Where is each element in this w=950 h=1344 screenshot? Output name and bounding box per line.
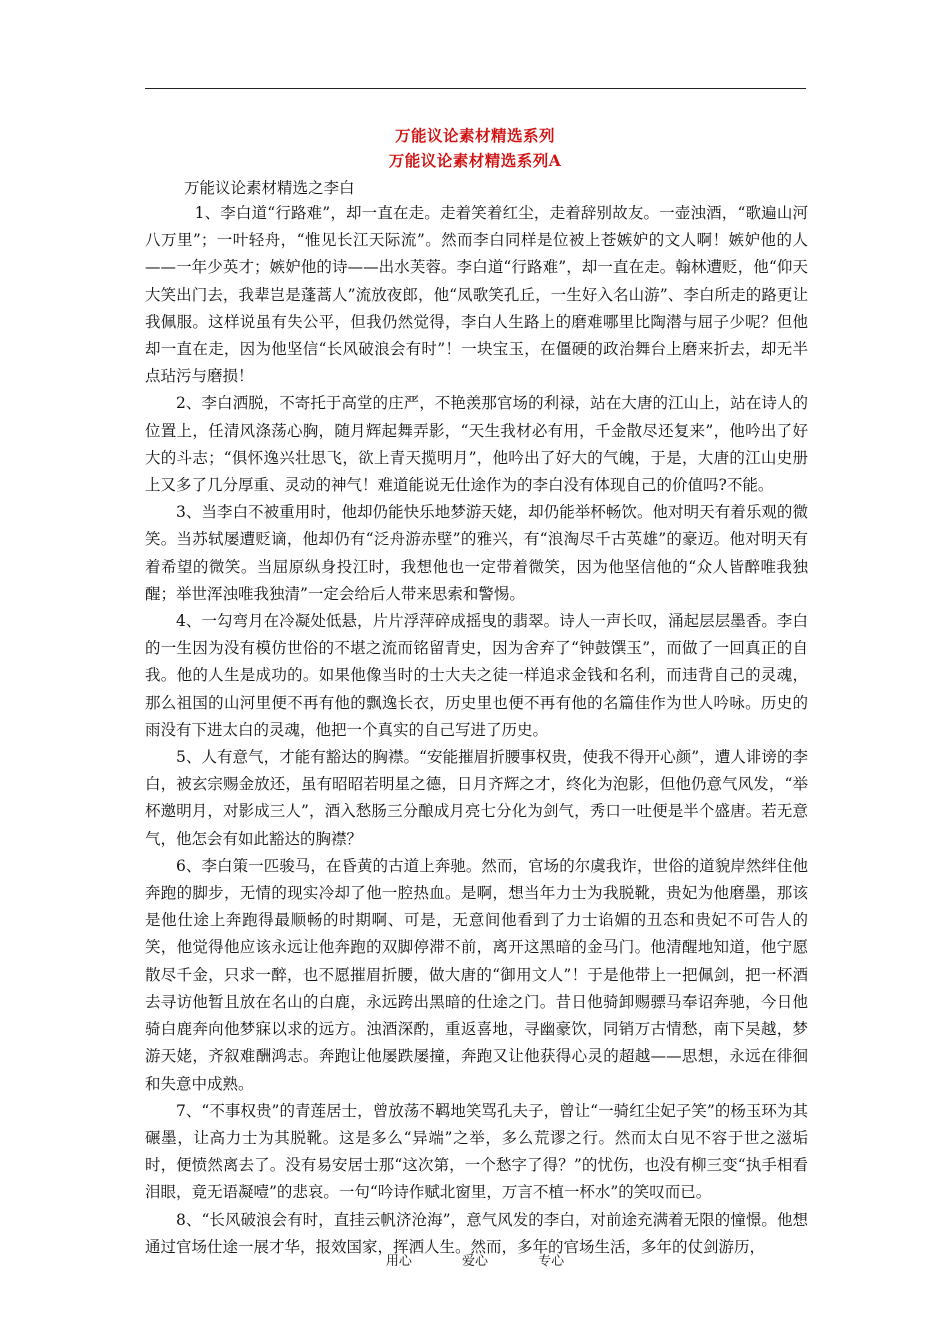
header-rule [145, 88, 806, 89]
footer-motto-middle: 爱心 [461, 1254, 488, 1269]
paragraph-1: 1、李白道“行路难”，却一直在走。走着笑着红尘，走着辞别故友。一壶浊酒，“歌遍山河八万里”；一叶轻舟，“惟见长江天际流”。然而李白同样是位被上苍嫉妒的文人啊！嫉妒他的人——一年少英才；嫉妒他的诗——出水芙蓉。李白道“行路难”，却一直在走。翰林遭贬，他“仰天大笑出门去，我辈岂是蓬蒿人”流放夜郎，他“凤歌笑孔丘，一生好入名山游”、李白所走的路更让我佩服。这样说虽有失公平，但我仍然觉得，李白人生路上的磨难哪里比陶潜与屈子少呢？但他却一直在走，因为他坚信“长风破浪会有时”！一块宝玉，在僵硬的政治舞台上磨来折去，却无半点玷污与磨损！ [145, 204, 808, 386]
section-subtitle: 万能议论素材精选之李白 [184, 179, 355, 197]
paragraph-7: 7、“不事权贵”的青莲居士，曾放荡不羁地笑骂孔夫子，曾让“一骑红尘妃子笑”的杨玉环为其碾墨，让高力士为其脱靴。这是多么“异端”之举，多么荒谬之行。然而太白见不容于世之滋垢时，便愤然离去了。没有易安居士那“这次第，一个愁字了得？”的忧伤，也没有柳三变“执手相看泪眼，竟无语凝噎”的悲哀。一句“吟诗作赋北窗里，万言不植一杯水”的笑叹而已。 [145, 1101, 808, 1202]
footer-motto-left: 用心 [385, 1254, 412, 1269]
paragraph-3: 3、当李白不被重用时，他却仍能快乐地梦游天姥，却仍能举杯畅饮。他对明天有着乐观的微笑。当苏轼屡遭贬谪，他却仍有“泛舟游赤壁”的雅兴，有“浪淘尽千古英雄”的豪迈。他对明天有着希望的微笑。当屈原纵身投江时，我想他也一定带着微笑，因为他坚信他的“众人皆醉唯我独醒；举世浑浊唯我独清”一定会给后人带来思索和警惕。 [145, 503, 808, 603]
paragraph-2: 2、李白洒脱，不寄托于高堂的庄严，不艳羡那官场的利禄，站在大唐的江山上，站在诗人的位置上，任清风涤荡心胸，随月辉起舞弄影，“天生我材必有用，千金散尽还复来”，他吟出了好大的斗志；“俱怀逸兴壮思飞，欲上青天揽明月”，他吟出了好大的气魄，于是，大唐的江山史册上又多了几分厚重、灵动的神气！难道能说无仕途作为的李白没有体现自己的价值吗?不能。 [145, 394, 808, 495]
footer-motto-right: 专心 [538, 1254, 565, 1269]
page-title-series-a: 万能议论素材精选系列A [388, 151, 562, 170]
page-title: 万能议论素材精选系列 [394, 126, 555, 145]
article-body [145, 200, 808, 1261]
paragraph-6: 6、李白策一匹骏马，在昏黄的古道上奔驰。然而，官场的尔虞我诈，世俗的道貌岸然绊住他奔跑的脚步，无情的现实冷却了他一腔热血。是啊，想当年力士为我脱靴，贵妃为他磨墨，那该是他仕途上奔跑得最顺畅的时期啊、可是，无意间他看到了力士谄媚的丑态和贵妃不可告人的笑，他觉得他应该永远让他奔跑的双脚停滞不前，离开这黑暗的金马门。他清醒地知道，他宁愿散尽千金，只求一醉，也不愿摧眉折腰，做大唐的“御用文人”！于是他带上一把佩剑，把一杯酒去寻访他暂且放在名山的白鹿，永远跨出黑暗的仕途之门。昔日他骑卸赐骠马奉诏奔驰，今日他骑白鹿奔向他梦寐以求的远方。浊酒深酌，重返喜地，寻幽豪饮，同销万古情愁，南下吴越，梦游天姥，齐叙难酬鸿志。奔跑让他屡跌屡撞，奔跑又让他获得心灵的超越——思想，永远在徘徊和失意中成熟。 [145, 856, 808, 1093]
paragraph-5: 5、人有意气，才能有豁达的胸襟。“安能摧眉折腰事权贵，使我不得开心颜”，遭人诽谤的李白，被玄宗赐金放还，虽有昭昭若明星之德，日月齐辉之才，终化为泡影，但他仍意气风发，“举杯邀明月，对影成三人”，酒入愁肠三分酿成月亮七分化为剑气，秀口一吐便是半个盛唐。若无意气，他怎会有如此豁达的胸襟？ [145, 748, 808, 848]
paragraph-8: 8、“长风破浪会有时，直挂云帆济沧海”，意气风发的李白，对前途充满着无限的憧憬。他想通过官场仕途一展才华，报效国家，挥洒人生。然而，多年的官场生活，多年的仗剑游历， [145, 1210, 808, 1256]
paragraph-4: 4、一勾弯月在冷凝处低悬，片片浮萍碎成摇曳的翡翠。诗人一声长叹，涌起层层墨香。李白的一生因为没有模仿世俗的不堪之流而铭留青史，因为舍弃了“钟鼓馔玉”，而做了一回真正的自我。他的人生是成功的。如果他像当时的士大夫之徒一样追求金钱和名利，而违背自己的灵魂，那么祖国的山河里便不再有他的飘逸长衣，历史里也便不再有他的名篇佳作为世人吟咏。历史的雨没有下进太白的灵魂，他把一个真实的自己写进了历史。 [145, 612, 808, 739]
page-footer [0, 1250, 950, 1269]
